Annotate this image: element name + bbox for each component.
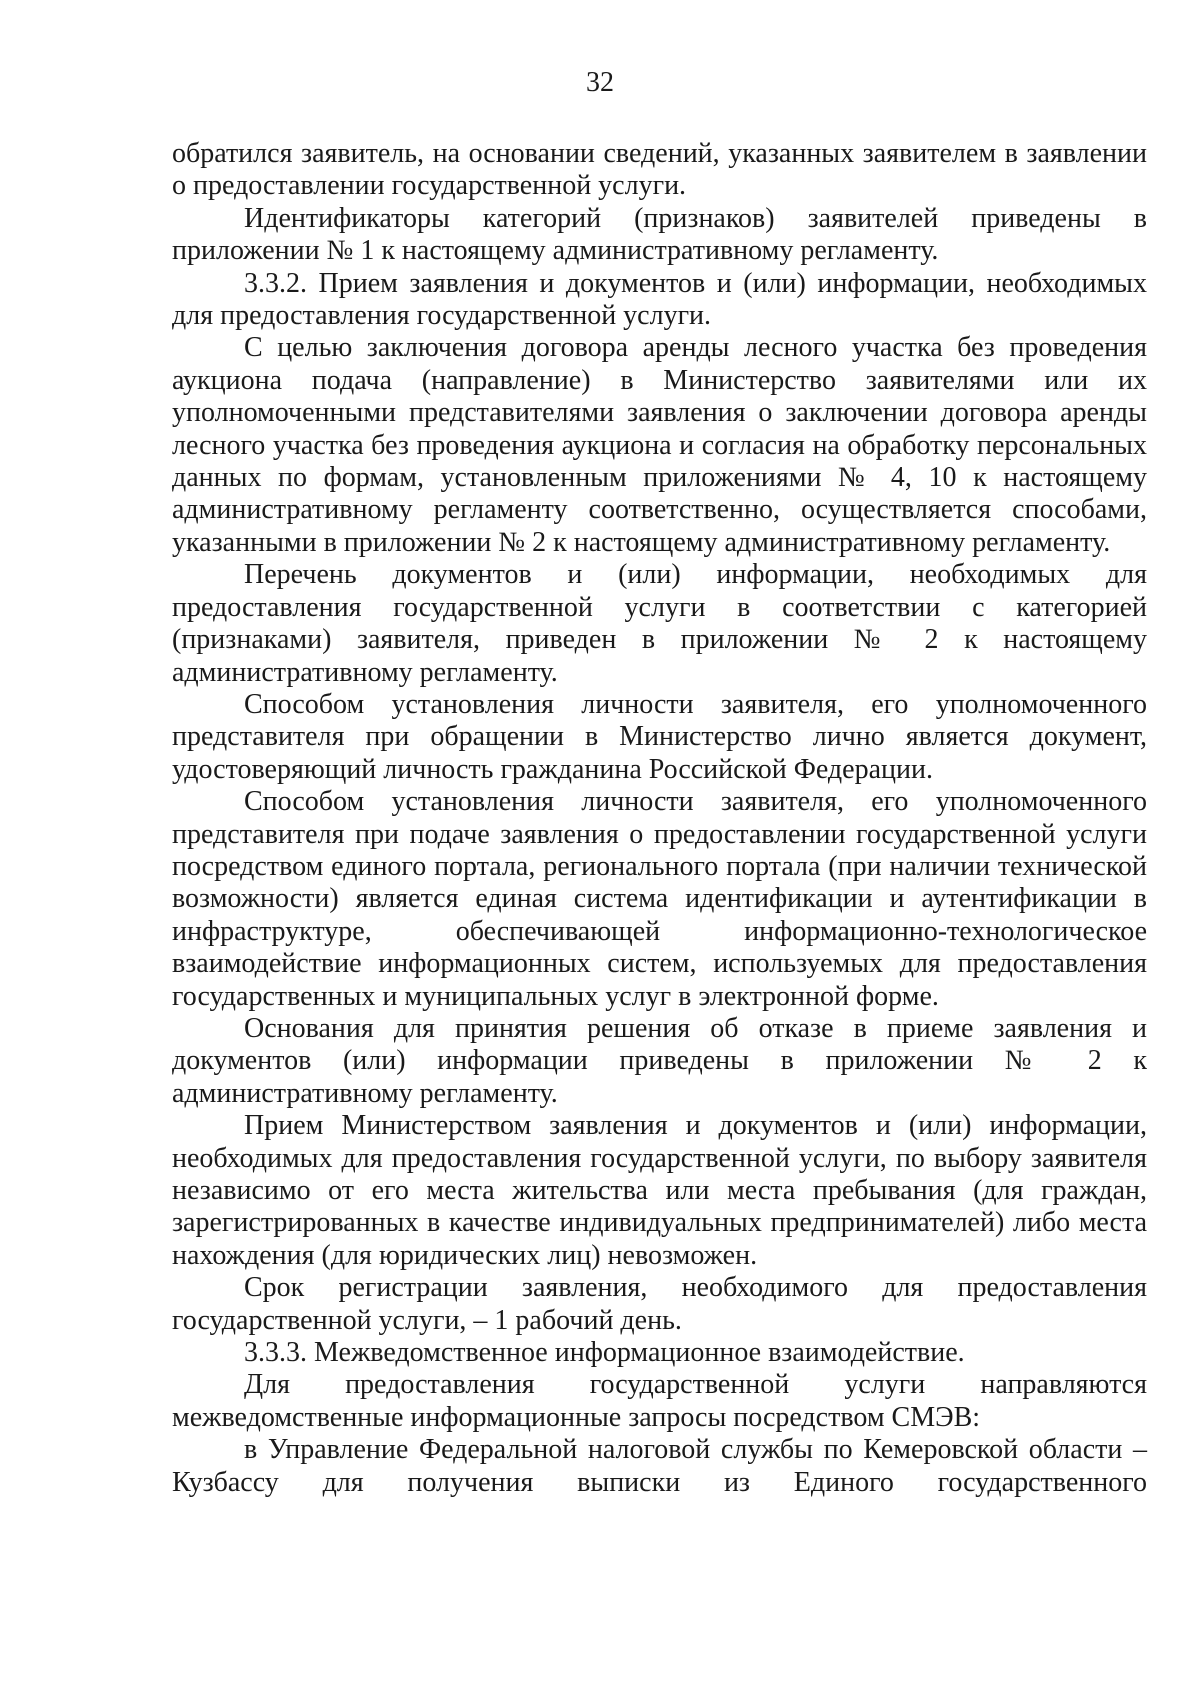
paragraph-identity-online: Способом установления личности заявителя, его уполномоченного представителя при подаче заявления о предоставлении государственной услуги посредством единого портала, регионального портала (при наличии технической возможности) является единая система идентификации и аутентификации в инфраструктуре, обеспечивающей информационно-технологическое взаимодействие информационных систем, используемых для предоставления государственных и муниципальных услуг в электронной форме. <box>172 786 1147 1012</box>
paragraph-identity-in-person: Способом установления личности заявителя, его уполномоченного представителя при обращении в Министерство лично является документ, удостоверяющий личность гражданина Российской Федерации. <box>172 688 1147 785</box>
page-number: 32 <box>586 67 614 98</box>
paragraph-extraterritorial: Прием Министерством заявления и документов и (или) информации, необходимых для предоставления государственной услуги, по выбору заявителя независимо от его места жительства или места пребывания (для граждан, зарегистрированных в качестве индивидуальных предпринимателей) либо места нахождения (для юридических лиц) невозможен. <box>172 1110 1147 1271</box>
paragraph-interagency-requests: Для предоставления государственной услуги направляются межведомственные информационные запросы посредством СМЭВ: <box>172 1369 1147 1433</box>
paragraph-section-3-3-3: 3.3.3. Межведомственное информационное взаимодействие. <box>244 1337 965 1369</box>
paragraph-lease-application: С целью заключения договора аренды лесного участка без проведения аукциона подача (направление) в Министерство заявителями или их уполномоченными представителями заявления о заключении договора аренды лесного участка без проведения аукциона и согласия на обработку персональных данных по формам, установленным приложениями № 4, 10 к настоящему административному регламенту соответственно, осуществляется способами, указанными в приложении № 2 к настоящему административному регламенту. <box>172 332 1147 558</box>
paragraph-category-identifiers: Идентификаторы категорий (признаков) заявителей приведены в приложении № 1 к настоящему административному регламенту. <box>172 202 1147 267</box>
paragraph-continuation: обратился заявитель, на основании сведений, указанных заявителем в заявлении о предоставлении государственной услуги. <box>172 138 1147 202</box>
paragraph-registration-term: Срок регистрации заявления, необходимого для предоставления государственной услуги, – 1 рабочий день. <box>172 1272 1147 1336</box>
document-body <box>172 138 1147 1499</box>
paragraph-section-3-3-2: 3.3.2. Прием заявления и документов и (или) информации, необходимых для предоставления государственной услуги. <box>172 267 1147 332</box>
paragraph-refusal-grounds: Основания для принятия решения об отказе в приеме заявления и документов (или) информации приведены в приложении № 2 к административному регламенту. <box>172 1012 1147 1109</box>
paragraph-tax-service: в Управление Федеральной налоговой службы по Кемеровской области – Кузбассу для получения выписки из Единого государственного <box>172 1434 1147 1498</box>
paragraph-document-list: Перечень документов и (или) информации, необходимых для предоставления государственной услуги в соответствии с категорией (признаками) заявителя, приведен в приложении № 2 к настоящему административному регламенту. <box>172 559 1147 688</box>
